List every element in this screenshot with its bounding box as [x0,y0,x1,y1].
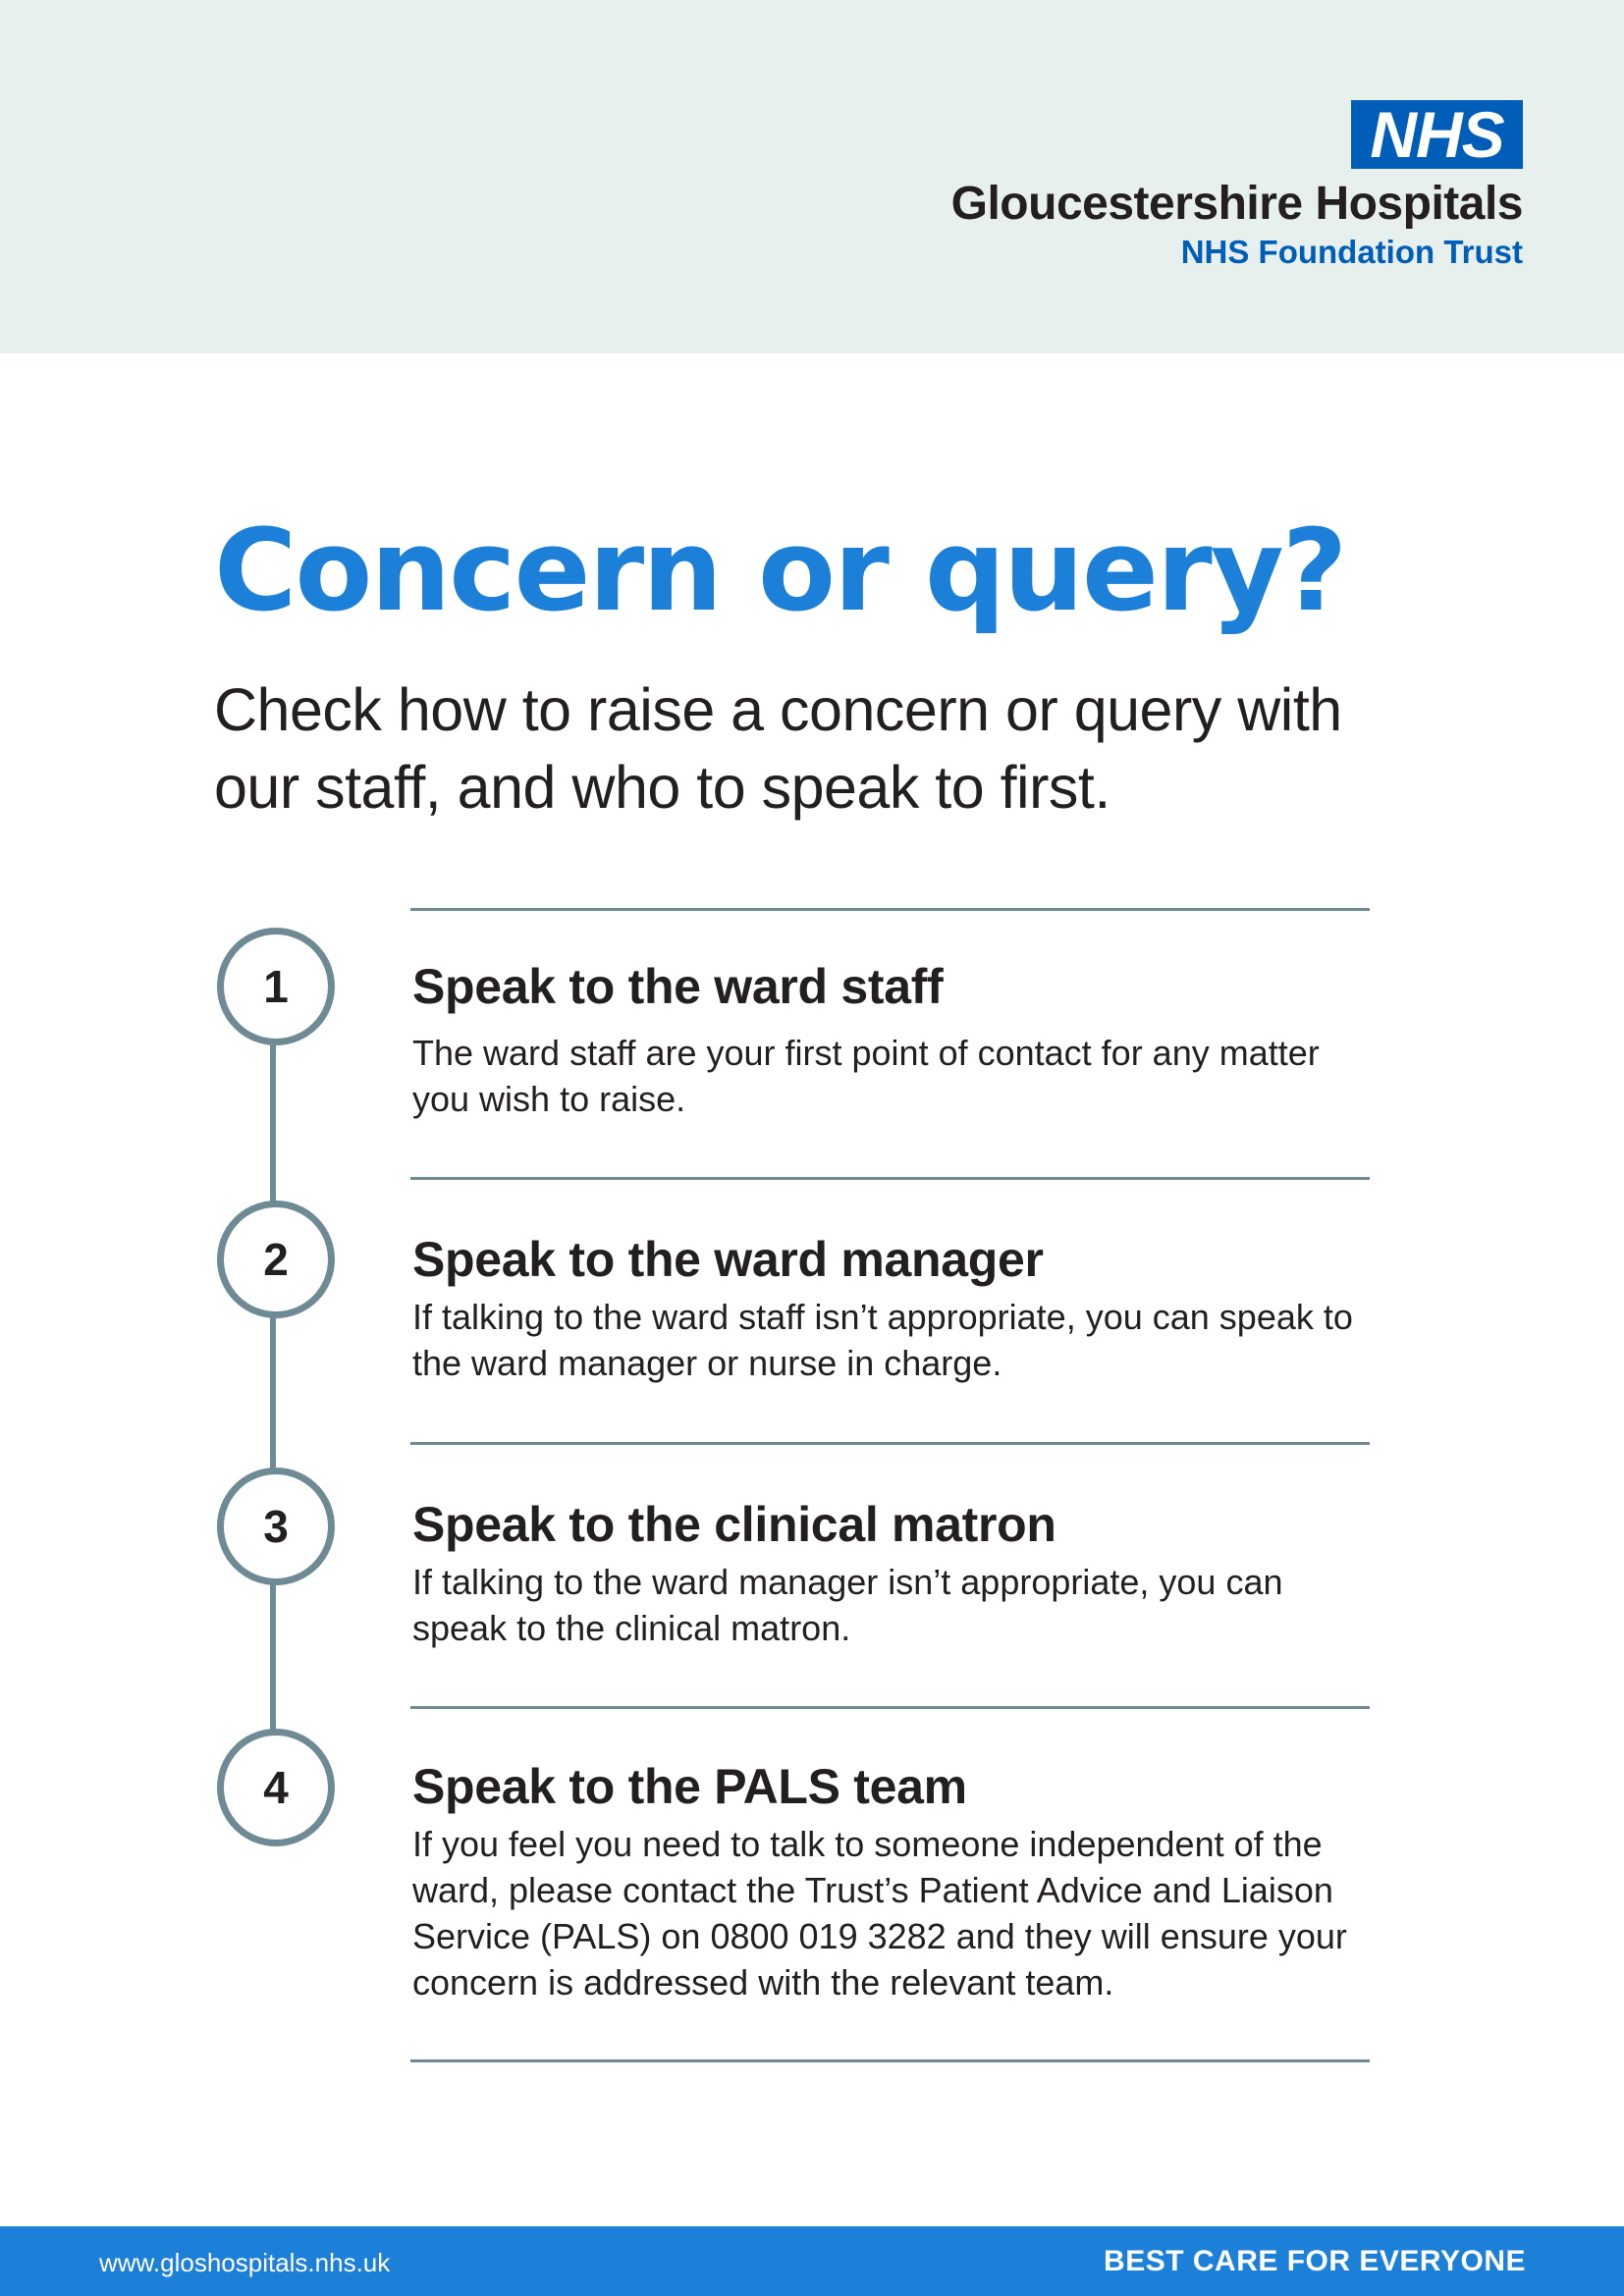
footer-band [0,2226,1624,2296]
step-heading: Speak to the ward manager [412,1232,1044,1287]
divider [410,1706,1370,1709]
divider [410,1177,1370,1180]
step-number-circle: 1 [217,928,335,1045]
divider [410,1442,1370,1445]
step-heading: Speak to the ward staff [412,959,944,1014]
step-number-circle: 3 [217,1468,335,1585]
step-body: If talking to the ward manager isn’t appropriate, you can speak to the clinical matron. [412,1562,1283,1648]
timeline-connector [270,1311,276,1474]
header-band [0,0,1624,353]
step-number-circle: 4 [217,1729,335,1846]
footer-tagline: BEST CARE FOR EVERYONE [1104,2245,1526,2277]
nhs-logo: NHS [1351,100,1523,169]
organisation-name: Gloucestershire Hospitals [950,178,1523,230]
step-body: If you feel you need to talk to someone independent of the ward, please contact the Trust’s Patient Advice and Liaison Service (PALS) on 0800 019 3282 and they will ensure your concern is addressed with the relevant team. [412,1824,1347,2002]
website-link[interactable]: www.gloshospitals.nhs.uk [99,2248,391,2277]
timeline-connector [270,1039,276,1207]
step-heading: Speak to the PALS team [412,1759,967,1814]
step-body: The ward staff are your first point of contact for any matter you wish to raise. [412,1033,1320,1119]
step-heading: Speak to the clinical matron [412,1497,1056,1552]
divider [410,2059,1370,2062]
page-subtitle: Check how to raise a concern or query with our staff, and who to speak to first. [214,676,1342,821]
step-body: If talking to the ward staff isn’t appropriate, you can speak to the ward manager or nurse in charge. [412,1297,1353,1383]
step-number-circle: 2 [217,1201,335,1318]
timeline-connector [270,1578,276,1735]
page-title: Concern or query? [214,506,1346,637]
organisation-subtitle: NHS Foundation Trust [1180,234,1523,270]
divider [410,908,1370,911]
